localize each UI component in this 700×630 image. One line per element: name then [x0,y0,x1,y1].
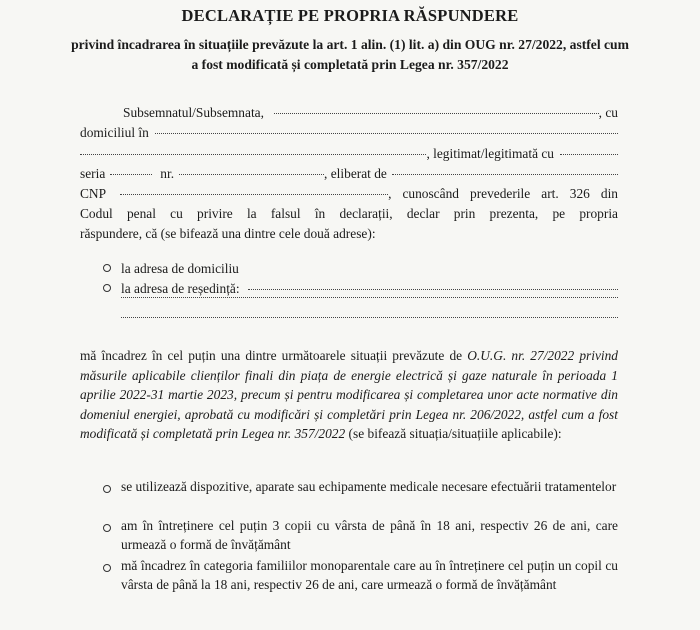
residence-dotted-line[interactable] [121,296,618,298]
address-residence-label: la adresa de reședință: [121,281,240,296]
number-label: nr. [160,166,175,181]
cnp-field[interactable] [120,193,388,195]
cnp-row [80,184,618,204]
checkbox-circle-icon[interactable] [103,524,111,532]
number-field[interactable] [179,173,324,175]
situation-text: se utilizează dispozitive, aparate sau echipamente medicale necesare efectuării tratamentelor [121,479,617,494]
statement-outro: (se bifează situația/situațiile aplicabile): [345,426,562,442]
document-subtitle: privind încadrarea în situațiile prevăzute la art. 1 alin. (1) lit. a) din OUG nr. 27/2022, astfel cum a fost modificată și completată prin Legea nr. 357/2022 [71,37,629,72]
radio-circle-icon[interactable] [103,284,111,292]
domicile-label: domiciliul în [80,125,149,140]
undersigned-suffix: , cu [598,105,618,120]
document-type-field[interactable] [560,153,618,155]
domicile-field[interactable] [155,132,618,134]
series-row [80,164,618,184]
knowing-text: , cunoscând prevederile art. 326 din [388,186,618,201]
penal-code-line: Codul penal cu privire la falsul în declarații, declar prin prezenta, pe propria [80,206,618,221]
situation-text: am în întreținere cel puțin 3 copii cu vârsta de până în 18 ani, respectiv 26 de ani, care urmează o formă de învățământ [121,518,618,552]
radio-circle-icon[interactable] [103,264,111,272]
domicile-row [80,123,618,143]
cnp-label: CNP [80,186,107,201]
undersigned-label: Subsemnatul/Subsemnata, [123,105,264,120]
series-field[interactable] [110,173,152,175]
checkbox-circle-icon[interactable] [103,485,111,493]
statement-intro: mă încadrez în cel puțin una dintre următoarele situații prevăzute de [80,348,468,363]
residence-field[interactable] [248,288,618,290]
situation-item[interactable] [103,478,618,497]
situation-item[interactable] [103,517,618,554]
document-title: DECLARAȚIE PE PROPRIA RĂSPUNDERE [181,6,519,25]
name-field[interactable] [274,112,599,114]
domicile-continuation-field[interactable] [80,153,426,155]
address-domicile-label: la adresa de domiciliu [121,261,239,276]
identified-label: , legitimat/legitimată cu [426,146,554,161]
issued-by-field[interactable] [392,173,618,175]
identification-row [80,144,618,164]
statement-paragraph [80,346,618,444]
situation-text: mă încadrez în categoria familiilor monoparentale care au în întreținere cel puțin un copil cu vârsta de până la 18 ani, respectiv 26 de ani, care urmează o formă de învățământ [121,558,618,592]
series-label: seria [80,166,106,181]
issued-by-label: , eliberat de [324,166,387,181]
address-option-domicile[interactable] [103,259,239,279]
residence-field-line-3[interactable] [121,319,618,339]
undersigned-row [80,103,618,123]
residence-dotted-line[interactable] [121,316,618,318]
responsibility-line: răspundere, că (se bifează una dintre cele două adrese): [80,226,376,241]
checkbox-circle-icon[interactable] [103,564,111,572]
statement-oug-title: O.U.G. nr. 27/2022 privind măsurile aplicabile clienților finali din piața de energie electrică și gaze naturale în perioada 1 aprilie 2022-31 martie 2023, precum și pentru modificarea și completarea unor acte normative din domeniul energiei, aprobată cu modificări și completări prin Legea nr. 206/2022, astfel cum a fost modificată și completată prin Legea nr. 357/2022 [80,348,618,442]
situation-item[interactable] [103,557,618,594]
